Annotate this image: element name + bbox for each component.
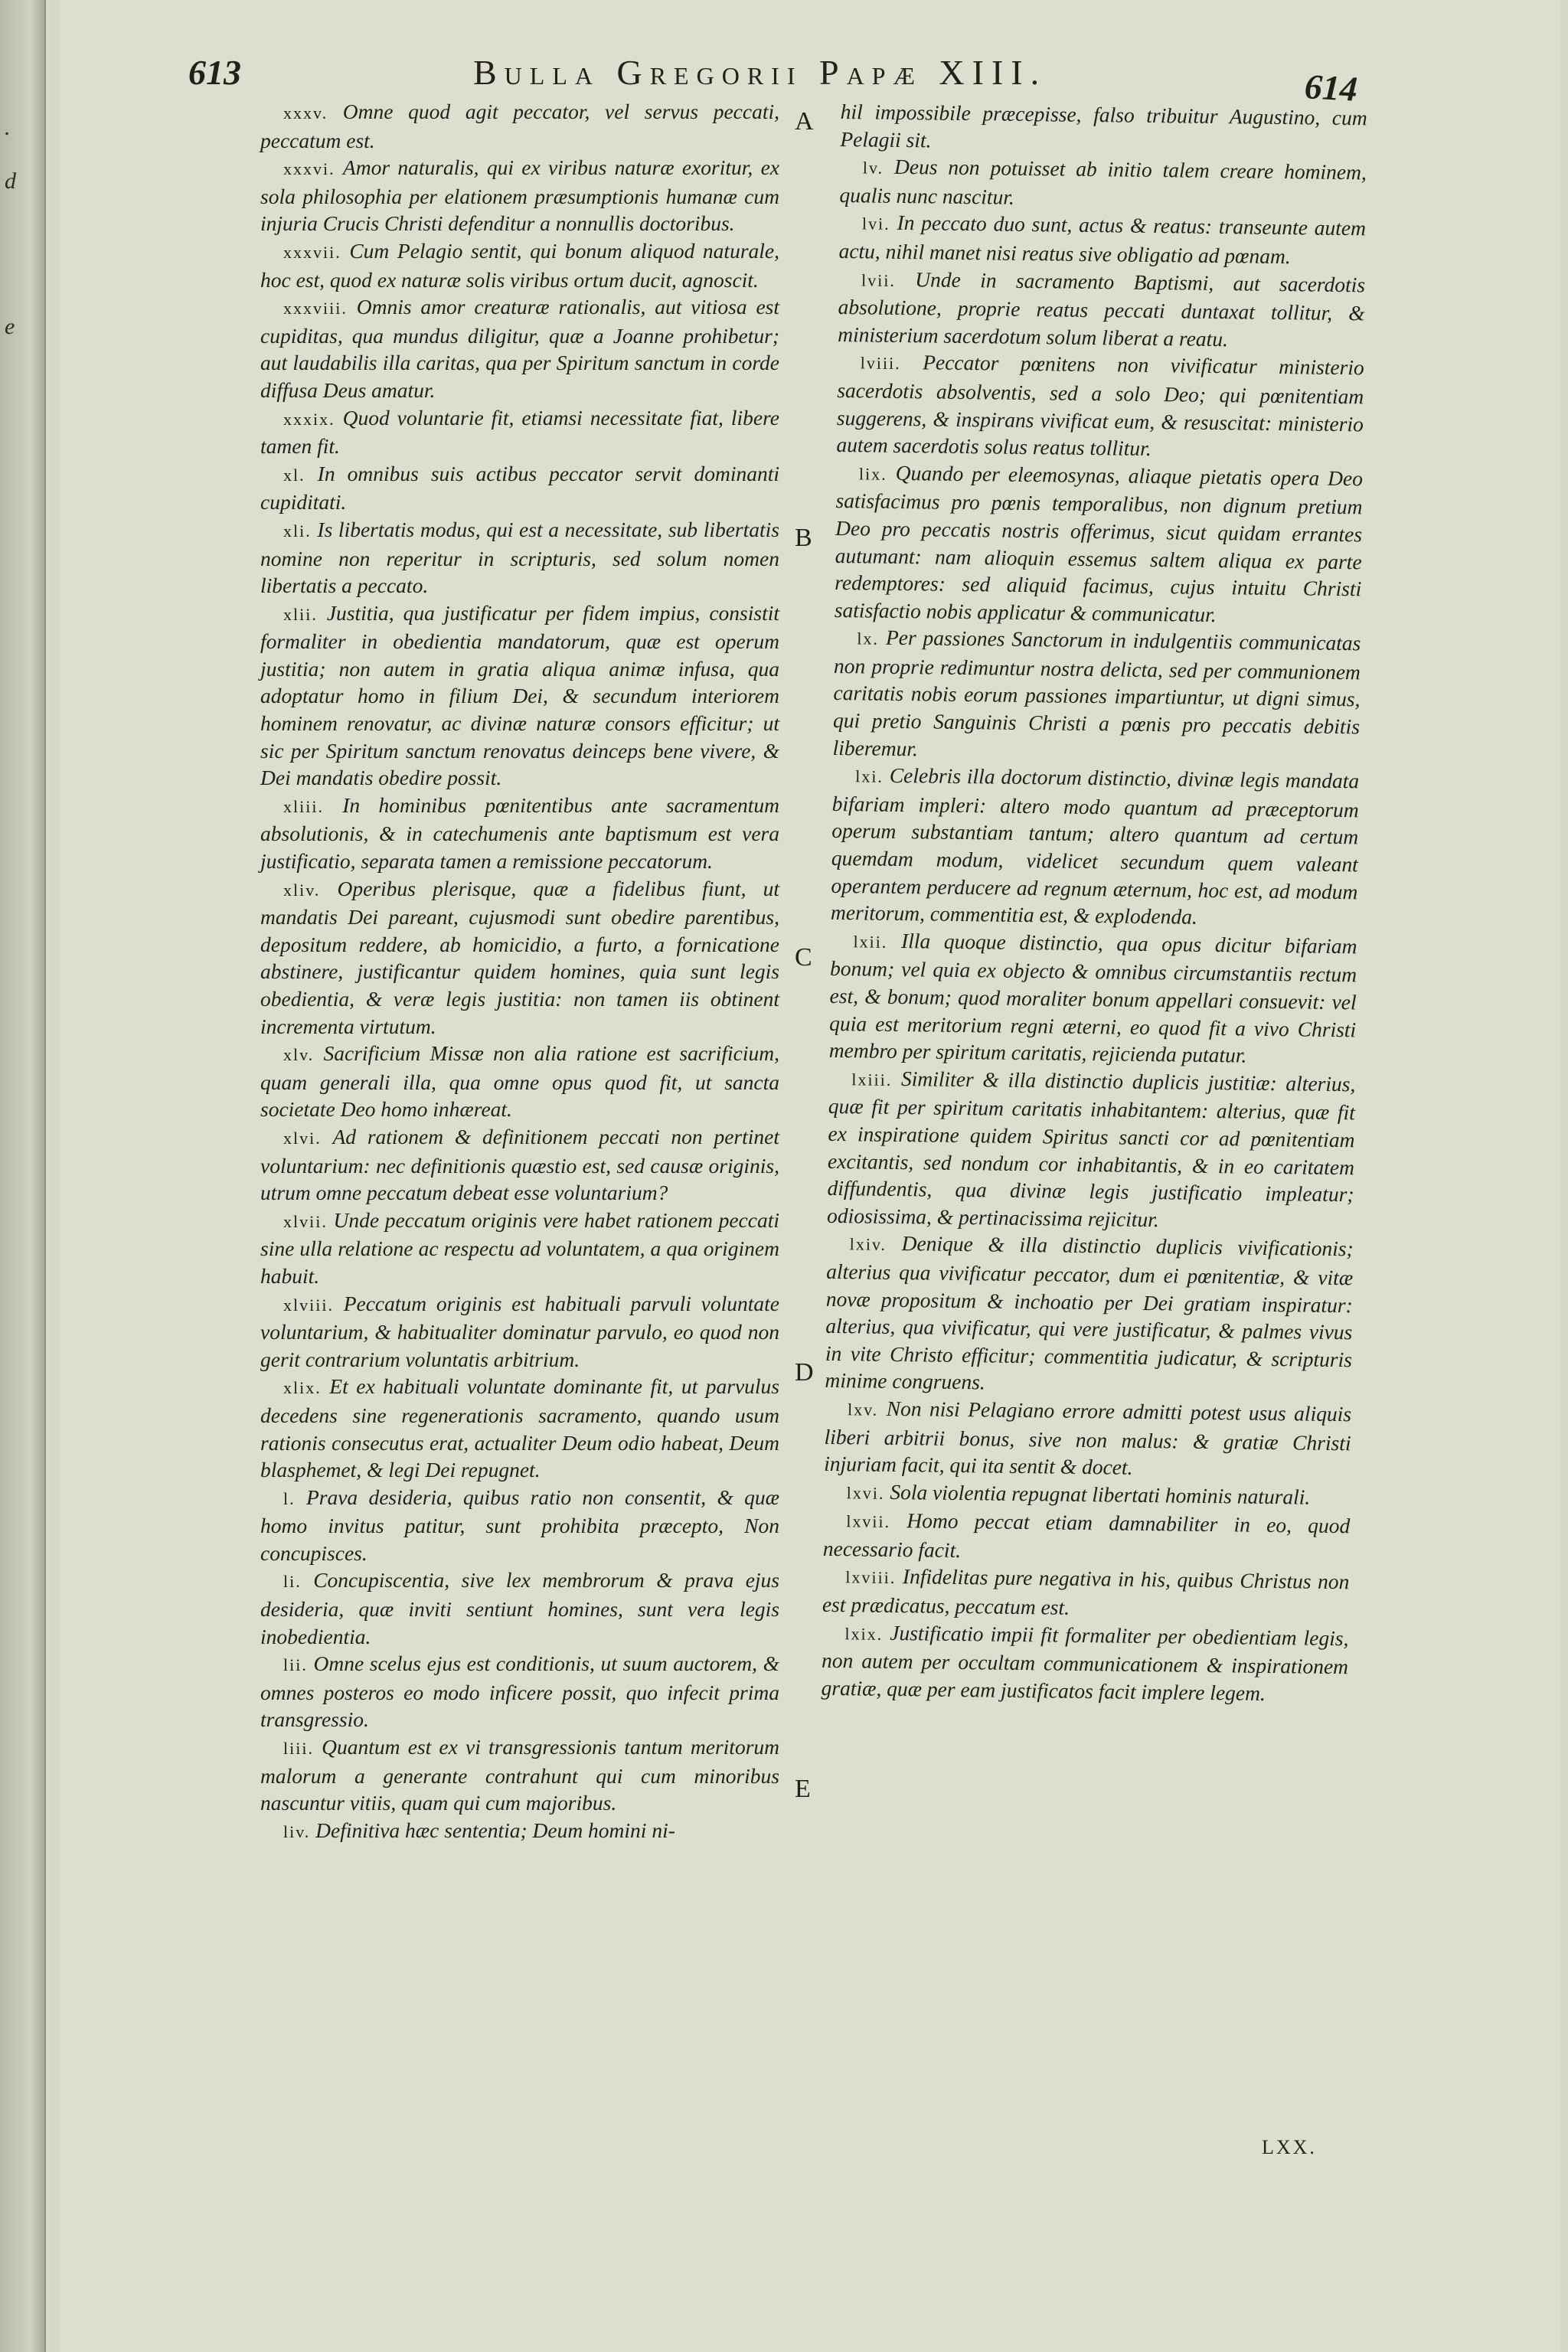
proposition-text: Justitia, qua justificatur per fidem impius, consistit formaliter in obedientia mandatorum, quæ est operum justitia; non autem in gratia aliqua animæ infusa, qua adoptatur homo in filium Dei, & secundum interiorem hominem renovatur, ac divinæ naturæ consors efficitur; ut sic per Spiritum sanctum renovatus deinceps bene vivere, & Dei mandatis obedire possit.: [260, 600, 779, 790]
proposition: [260, 792, 779, 875]
margin-fragment: .: [5, 115, 11, 140]
proposition-text: Unde peccatum originis vere habet rationem peccati sine ulla relatione ac respectu ad voluntatem, a qua originem habuit.: [260, 1207, 779, 1288]
proposition-number: xlviii.: [283, 1295, 334, 1315]
proposition: [260, 1040, 779, 1123]
proposition-number: lxviii.: [845, 1567, 897, 1588]
proposition-text: In omnibus suis actibus peccator servit dominanti cupiditati.: [260, 461, 779, 514]
proposition-number: lv.: [862, 158, 884, 178]
proposition-text: Ad rationem & definitionem peccati non pertinet voluntarium: nec definitionis quæstio est, sed causæ originis, utrum omne peccatum debeat esse voluntarium?: [260, 1124, 779, 1205]
catchword: LXX.: [1262, 2136, 1317, 2158]
margin-letter-c: C: [795, 943, 812, 972]
proposition-text: Sacrificium Missæ non alia ratione est sacrificium, quam generali illa, qua omne opus quod fit, ut sancta societate Deo homo inhæreat.: [260, 1041, 780, 1122]
proposition-number: lvi.: [861, 214, 890, 234]
proposition: [260, 1650, 779, 1733]
proposition: [822, 1562, 1350, 1625]
proposition-number: lxiv.: [849, 1234, 887, 1255]
proposition-text: Similiter & illa distinctio duplicis justitiæ: alterius, quæ fit per spiritum caritatis inhabitantem: alterius, quæ fit ex inspiratione quidem Spiritus sancti cor ad pœnitentiam excitantis, sed nondum cor inhabitantis, & in eo caritatem diffundentis, qua divinæ legis justificatio impleatur; odiosissima, & pertinacissima rejicitur.: [826, 1066, 1356, 1231]
proposition-text: Unde in sacramento Baptismi, aut sacerdotis absolutione, proprie reatus peccati duntaxat tollitur, & ministerium sacerdotum solum liberat a reatu.: [838, 266, 1366, 351]
proposition-text: Peccator pœnitens non vivificatur ministerio sacerdotis absolventis, sed a solo Deo; qui pœnitentiam suggerens, & inspirans vivificat eum, & resuscitat: ministerio autem sacerdotis solus reatus tollitur.: [836, 350, 1364, 461]
proposition-number: xlii.: [283, 604, 318, 624]
proposition-number: xlvii.: [283, 1211, 328, 1231]
proposition: [260, 98, 779, 154]
proposition-text: Per passiones Sanctorum in indulgentiis communicatas non proprie redimuntur nostra delicta, sed per communionem caritatis nobis eorum passiones impartiuntur, ut digni simus, qui pretio Sanguinis Christi a pœnis pro peccatis debitis liberemur.: [832, 626, 1361, 760]
proposition-text: Infidelitas pure negativa in his, quibus Christus non est prædicatus, peccatum est.: [822, 1564, 1350, 1619]
proposition-text: Non nisi Pelagiano errore admitti potest usus aliquis liberi arbitrii bonus, sive non malus: & gratiæ Christi injuriam facit, qui ita sentit & docet.: [824, 1396, 1352, 1479]
proposition: [260, 460, 779, 516]
proposition: [260, 875, 779, 1040]
proposition: [260, 154, 779, 237]
proposition-text: Homo peccat etiam damnabiliter in eo, quod necessario facit.: [822, 1508, 1351, 1562]
proposition-number: xxxvii.: [283, 242, 341, 262]
proposition-text: Omne scelus ejus est conditionis, ut suum auctorem, & omnes posteros eo modo inficere possit, quo infecit prima transgressio.: [260, 1651, 779, 1732]
proposition-text: Is libertatis modus, qui est a necessitate, sub libertatis nomine non reperitur in scripturis, sed solum nomen libertatis a peccato.: [260, 517, 780, 598]
proposition: [260, 404, 779, 460]
margin-fragment: e: [5, 314, 15, 339]
proposition-text: Omnis amor creaturæ rationalis, aut vitiosa est cupiditas, qua mundus diligitur, quæ a Joanne prohibetur; aut laudabilis illa caritas, qua per Spiritum sanctum in corde diffusa Deus amatur.: [260, 295, 780, 402]
proposition-number: xlix.: [283, 1378, 322, 1398]
proposition-text: Celebris illa doctorum distinctio, divinæ legis mandata bifariam impleri: altero modo quantum ad præceptorum operum substantiam tantum; altero quantum ad certum quemdam modum, videlicet secundum quem valeant operantem perducere ad regnum æternum, hoc est, ad modum meritorum, commentitia est, & explodenda.: [830, 763, 1360, 929]
proposition-number: liii.: [283, 1739, 314, 1759]
proposition: [824, 1394, 1351, 1484]
margin-letter-d: D: [795, 1358, 814, 1387]
proposition-number: xlv.: [283, 1045, 315, 1065]
margin-letter-a: A: [795, 107, 814, 136]
proposition-number: li.: [283, 1572, 302, 1592]
proposition-text: Illa quoque distinctio, qua opus dicitur bifariam bonum; vel quia ex objecto & omnibus circumstantiis rectum est, & bonum; quod moraliter bonum appellari consuevit: vel quia est meritorium regni æterni, eo quod fit a vivo Christi membro per spiritum caritatis, rejicienda putatur.: [828, 928, 1357, 1067]
proposition: [825, 1229, 1354, 1400]
proposition: [838, 208, 1366, 271]
proposition-number: xli.: [283, 521, 312, 541]
proposition-number: lxii.: [853, 932, 888, 952]
proposition-text: In hominibus pœnitentibus ante sacramentum absolutionis, & in catechumenis ante baptismum est vera justificatio, separata tamen a remissione peccatorum.: [260, 792, 779, 874]
proposition: [832, 623, 1361, 767]
proposition: [260, 1373, 779, 1483]
proposition-number: xl.: [283, 465, 305, 485]
proposition-text: Definitiva hæc sententia; Deum homini ni-: [315, 1818, 675, 1842]
proposition-number: xliv.: [283, 880, 321, 900]
proposition: [260, 293, 779, 403]
margin-fragment: d: [5, 168, 16, 194]
proposition-number: xxxix.: [283, 409, 335, 429]
previous-page-edge: [0, 0, 46, 2352]
proposition: [829, 926, 1357, 1070]
proposition: [821, 1619, 1348, 1708]
proposition-number: l.: [283, 1488, 296, 1508]
proposition-number: lii.: [283, 1655, 308, 1675]
proposition: [260, 1733, 779, 1817]
proposition-text: Quantum est ex vi transgressionis tantum meritorum malorum a generante contrahunt qui cum minoribus nascuntur vitiis, quam qui cum majoribus.: [260, 1735, 779, 1815]
proposition: [260, 599, 779, 792]
proposition-text: Denique & illa distinctio duplicis vivificationis; alterius qua vivificatur peccator, dum ei pœnitentiæ, & vitæ novæ propositum & inchoatio per Dei gratiam inspiratur: alterius, qua vivificatur, qui vere justificatur, & palmes vivus in vite Christo efficitur; commentitia judicatur, & scripturis minime congruens.: [825, 1231, 1354, 1394]
proposition-text: Amor naturalis, qui ex viribus naturæ exoritur, ex sola philosophia per elationem præsumptionis humanæ cum injuria Crucis Christi defenditur a nonnullis doctoribus.: [260, 155, 779, 236]
proposition-number: liv.: [283, 1821, 311, 1841]
proposition-text: hil impossibile præcepisse, falso tribuitur Augustino, cum Pelagii sit.: [840, 99, 1367, 152]
proposition: [831, 761, 1360, 933]
proposition-text: Prava desideria, quibus ratio non consentit, & quæ homo invitus patitur, sunt prohibita præcepto, Non concupisces.: [260, 1485, 779, 1565]
running-title: Bulla Gregorii Papæ XIII.: [473, 53, 1047, 92]
proposition-number: lx.: [857, 629, 880, 648]
proposition: [835, 459, 1364, 630]
proposition-number: lvii.: [861, 270, 897, 290]
proposition: [260, 1290, 779, 1374]
proposition-number: lix.: [858, 464, 887, 484]
proposition: [839, 152, 1367, 215]
margin-letter-e: E: [795, 1775, 811, 1803]
right-page-number: 614: [1303, 67, 1359, 109]
proposition: [260, 1566, 779, 1650]
proposition: [260, 516, 779, 599]
proposition-number: xxxviii.: [283, 299, 348, 318]
proposition-text: Quod voluntarie fit, etiamsi necessitate fiat, libere tamen fit.: [260, 405, 779, 459]
proposition: [260, 1207, 779, 1290]
proposition-text: Quando per eleemosynas, aliaque pietatis opera Deo satisfacimus pro pœnis temporalibus, non dignum pretium Deo pro peccatis nostris offerimus, sicut quidam errantes autumant: nam alioquin essemus saltem aliqua ex parte redemptores: sed aliquid facimus, cujus intuitu Christi satisfactio nobis applicatur & communicatur.: [834, 460, 1364, 626]
proposition: [838, 265, 1365, 354]
proposition-text: Et ex habituali voluntate dominante fit, ut parvulus decedens sine regenerationis sacramento, quando usum rationis consecutus erat, actualiter Deum odio habeat, Deum blasphemet, & legi Dei repugnet.: [260, 1374, 779, 1482]
proposition-number: lviii.: [860, 353, 901, 374]
proposition-number: xxxv.: [283, 103, 328, 122]
proposition: [823, 1506, 1351, 1569]
proposition-text: Sola violentia repugnat libertati hominis naturali.: [890, 1479, 1311, 1509]
proposition: [827, 1064, 1356, 1236]
proposition-number: lxiii.: [851, 1070, 893, 1089]
proposition: [836, 348, 1364, 465]
proposition-text: In peccato duo sunt, actus & reatus: transeunte autem actu, nihil manet nisi reatus sive obligatio ad pœnam.: [838, 211, 1367, 269]
proposition-text: Cum Pelagio sentit, qui bonum aliquod naturale, hoc est, quod ex naturæ solis viribus ortum ducit, agnoscit.: [260, 238, 779, 292]
proposition-text: Omne quod agit peccator, vel servus peccati, peccatum est.: [260, 100, 780, 152]
proposition: [260, 1484, 779, 1567]
proposition: [260, 237, 779, 293]
proposition-number: lxv.: [847, 1400, 879, 1419]
proposition: [260, 1817, 779, 1846]
left-column: [260, 98, 779, 1845]
proposition-number: lxi.: [855, 766, 884, 786]
proposition-number: xliii.: [283, 796, 324, 816]
proposition-number: lxvii.: [846, 1511, 891, 1532]
left-page-number: 613: [188, 53, 241, 92]
proposition-text: Operibus plerisque, quæ a fidelibus fiunt, ut mandatis Dei pareant, cujusmodi sunt obedire parentibus, depositum reddere, ab homicidio, a furto, a fornicatione abstinere, justificantur quidem homines, quia sunt legis obedientia, & veræ legis justitia: non tamen iis obtinent incrementa virtutum.: [260, 876, 779, 1038]
book-page: [60, 0, 1560, 2352]
proposition-number: xxxvi.: [283, 159, 335, 179]
proposition-text: Justificatio impii fit formaliter per obedientiam legis, non autem per occultam communicationem & inspirationem gratiæ, quæ per eam justificatos facit implere legem.: [821, 1620, 1349, 1705]
proposition-text: Concupiscentia, sive lex membrorum & prava ejus desideria, quæ inviti sentiunt homines, sunt vera legis inobedientia.: [260, 1568, 780, 1648]
proposition: [260, 1123, 779, 1207]
proposition-number: xlvi.: [283, 1128, 322, 1148]
proposition-continuation: [840, 98, 1367, 159]
proposition-number: lxix.: [844, 1623, 884, 1644]
proposition-text: Peccatum originis est habituali parvuli voluntate voluntarium, & habitualiter dominatur parvulo, eo quod non gerit contrarium voluntatis arbitrium.: [260, 1291, 780, 1371]
proposition-number: lxvi.: [846, 1482, 885, 1503]
right-column: [821, 98, 1367, 1708]
proposition-text: Deus non potuisset ab initio talem creare hominem, qualis nunc nascitur.: [839, 155, 1367, 209]
margin-letter-b: B: [795, 524, 812, 552]
